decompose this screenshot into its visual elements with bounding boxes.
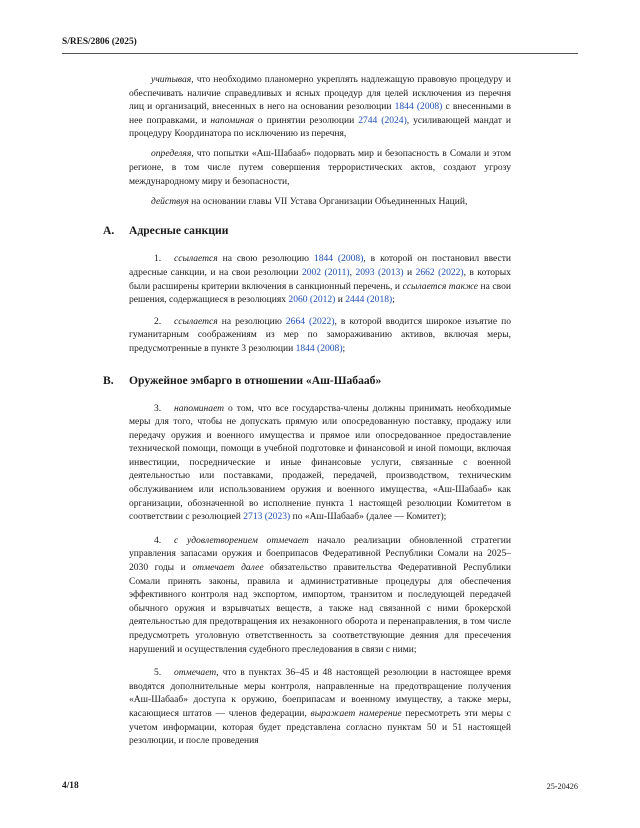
resolution-link[interactable]: 2662 (2022) xyxy=(415,266,464,278)
text-run: , в которых были расширены критерии включения в санкционный перечень, и xyxy=(129,266,511,292)
operative-paragraph xyxy=(129,402,511,524)
lead-verb: ссылается xyxy=(174,315,218,327)
text-run: на свою резолюцию xyxy=(217,253,314,265)
resolution-link[interactable]: 2002 (2011) xyxy=(301,266,350,278)
resolution-link[interactable]: 2060 (2012) xyxy=(288,294,336,306)
document-body xyxy=(103,73,512,758)
text-run: на резолюцию xyxy=(217,315,286,327)
lead-verb: действуя xyxy=(151,195,189,207)
text-run: , усиливающей мандат и процедуру Координатора по исключению из перечня, xyxy=(129,114,511,140)
resolution-link[interactable]: 2664 (2022) xyxy=(285,315,335,327)
text-run: с внесенными в нее поправками, и xyxy=(129,101,511,126)
document-symbol: S/RES/2806 (2025) xyxy=(62,37,137,47)
preamble-paragraph xyxy=(129,147,511,188)
text-run: ; xyxy=(342,342,346,354)
resolution-link[interactable]: 2093 (2013) xyxy=(355,266,404,278)
text-run: обязательство правительства Федеративной Республики Сомали принять законы, правила и административные процедуры для обеспечения эффективного контроля над экспортом, импортом, транзитом и последующей передачей обычного оружия и взрывчатых веществ, а также над связанной с ними брокерской деятельностью для предотвращения их незаконного оборота и перенаправления, в том числе предусмотреть уголовную ответственность за соответствующие деяния для пресечения нарушений и осуществления судебного преследования в связи с ними; xyxy=(129,562,511,655)
paragraph-number: 5. xyxy=(154,667,162,679)
lead-verb: с удовлетворением отмечает xyxy=(174,534,309,546)
preamble-paragraph xyxy=(129,73,511,141)
text-run: и xyxy=(335,294,346,306)
paragraph-number: 2. xyxy=(154,315,162,327)
text-run: на основании главы VII Устава Организации Объединенных Наций, xyxy=(188,195,468,207)
operative-sections xyxy=(103,224,512,747)
italic-phrase: напоминая xyxy=(210,114,254,126)
paragraph-number: 1. xyxy=(154,253,162,265)
preamble-paragraph xyxy=(129,195,511,209)
header-rule xyxy=(62,53,578,54)
operative-paragraph xyxy=(129,534,511,656)
document-number: 25-20426 xyxy=(546,782,578,791)
text-run: , в которой вводится широкое изъятие по гуманитарным соображениям из мер по замораживанию активов, включая меры, предусмотренные в пункте 3 резолюции xyxy=(129,315,511,354)
text-run: о том, что все государства-члены должны принимать необходимые меры для того, чтобы не допускать прямую или опосредованную поставку, продажу или передачу оружия и военного имущества и прямое или опосредованное предоставление технической помощи, помощи в учебной подготовке и финансовой и иной помощи, включая инвестиции, посреднические и иные финансовые услуги, связанные с военной деятельностью или поставками, продажей, передачей, производством, техническим обслуживанием или использованием оружия и военного имущества, «Аш-Шабааб» как организации, обозначенной во исполнение пункта 1 настоящей резолюции Комитетом в соответствии с резолюцией xyxy=(129,402,511,523)
text-run: о принятии резолюции xyxy=(253,114,359,126)
text-run: ; xyxy=(392,294,395,306)
section-letter: A. xyxy=(103,224,115,238)
operative-paragraph xyxy=(129,315,511,356)
text-run: , в которой он постановил ввести адресные санкции, и на свои резолюции xyxy=(129,253,512,278)
paragraph-number: 4. xyxy=(154,534,162,546)
italic-phrase: выражает намерение xyxy=(310,707,402,719)
lead-verb: ссылается xyxy=(174,253,218,265)
text-run: по «Аш-Шабааб» (далее — Комитет); xyxy=(290,511,447,523)
text-run: пересмотреть эти меры с учетом информации, которая будет представлена согласно пунктам 50 и 51 настоящей резолюции, и после проведения xyxy=(129,707,511,747)
section-letter: B. xyxy=(103,373,114,387)
section-title: Оружейное эмбарго в отношении «Аш-Шабааб» xyxy=(129,373,382,387)
lead-verb: отмечает xyxy=(174,667,217,679)
section-heading xyxy=(103,373,511,388)
italic-phrase: отмечает далее xyxy=(192,562,264,574)
operative-paragraph xyxy=(129,666,511,748)
text-run: , xyxy=(349,266,356,278)
section-heading xyxy=(103,224,511,238)
lead-verb: определяя xyxy=(151,148,192,160)
text-run: и xyxy=(403,266,416,278)
lead-verb: учитывая xyxy=(151,74,192,85)
preamble xyxy=(129,73,511,208)
text-run: на свои решения, содержащиеся в резолюциях xyxy=(129,280,511,306)
section-title: Адресные санкции xyxy=(129,224,229,238)
resolution-link[interactable]: 2713 (2023) xyxy=(243,511,291,523)
resolution-link[interactable]: 1844 (2008) xyxy=(394,101,443,113)
paragraph-number: 3. xyxy=(154,402,162,414)
text-run: начало реализации обновленной стратегии управления запасами оружия и боеприпасов Федеративной Республики Сомали на 2025–2030 годы и xyxy=(129,534,511,574)
resolution-link[interactable]: 2744 (2024) xyxy=(358,114,407,126)
italic-phrase: ссылается также xyxy=(402,280,479,292)
text-run: , что в пунктах 36–45 и 48 настоящей резолюции в настоящее время вводятся дополнительные меры контроля, направленные на предотвращение получения «Аш-Шабааб» доступа к оружию, боеприпасам и военному имуществу, а также меры, касающиеся штатов — членов федерации, xyxy=(129,667,511,719)
resolution-link[interactable]: 1844 (2008) xyxy=(295,342,343,354)
resolution-link[interactable]: 2444 (2018) xyxy=(345,294,393,306)
lead-verb: напоминает xyxy=(174,402,225,414)
text-run: , что попытки «Аш-Шабааб» подорвать мир и безопасность в Сомали и этом регионе, в том числе путем совершения террористических актов, создают угрозу международному миру и безопасности, xyxy=(129,148,511,187)
page-number: 4/18 xyxy=(62,781,79,791)
text-run: , что необходимо планомерно укреплять надлежащую правовую процедуру и обеспечивать наличие справедливых и ясных процедур для целей исключения из перечня лиц и организаций, внесенных в него на основании резолюции xyxy=(129,74,511,113)
resolution-link[interactable]: 1844 (2008) xyxy=(313,253,364,265)
operative-paragraph xyxy=(129,252,511,306)
